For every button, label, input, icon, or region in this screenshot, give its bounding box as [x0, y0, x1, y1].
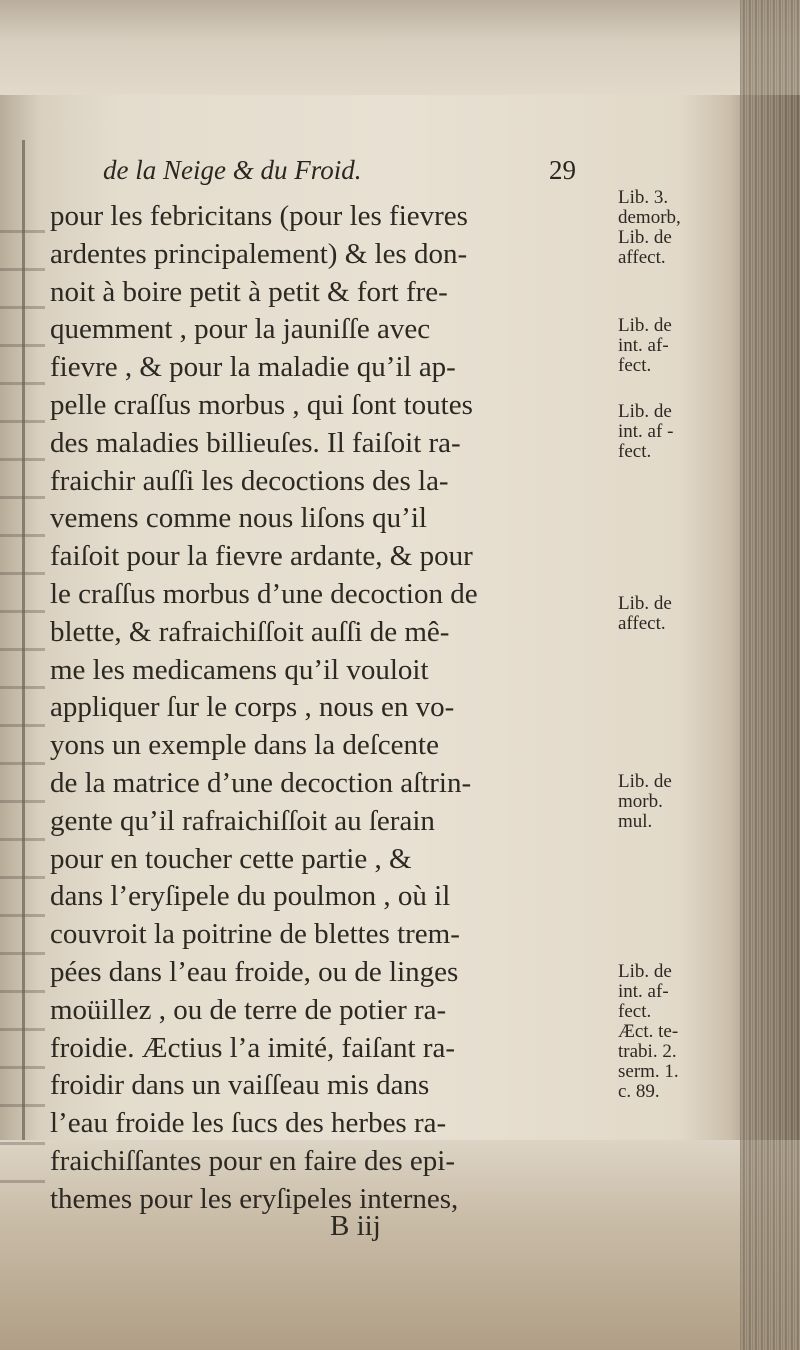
text-line: froidir dans un vaiſſeau mis dans [50, 1069, 430, 1102]
page-binding-line [22, 140, 25, 1140]
text-line: noit à boire petit à petit & fort fre- [50, 275, 448, 308]
text-line: fievre , & pour la maladie qu’il ap- [50, 351, 456, 384]
text-line: pour les febricitans (pour les fievres [50, 200, 468, 232]
text-line: froidie. Æctius l’a imité, faiſant ra- [50, 1031, 456, 1064]
text-line: moüillez , ou de terre de potier ra- [50, 993, 447, 1026]
text-line: fraichir auſſi les decoctions des la- [50, 464, 449, 497]
margin-note: Lib. 3. demorb, Lib. de affect. [618, 187, 681, 268]
text-line: me les medicamens qu’il vouloit [50, 653, 429, 686]
page-header [75, 155, 675, 195]
text-line: de la matrice d’une decoction aſtrin- [50, 766, 472, 799]
main-text-block [50, 198, 610, 1219]
text-line: des maladies billieuſes. Il faiſoit ra- [50, 426, 461, 459]
text-line: ardentes principalement) & les don- [50, 237, 468, 270]
text-line: pour en toucher cette partie , & [50, 842, 412, 875]
text-line: dans l’eryſipele du poulmon , où il [50, 880, 451, 913]
page-top-edge [0, 0, 800, 95]
margin-note: Lib. de int. af- fect. Æct. te- trabi. 2. serm. 1. c. 89. [618, 961, 679, 1102]
text-line: pées dans l’eau froide, ou de linges [50, 955, 459, 988]
running-head: de la Neige & du Froid. [103, 155, 362, 185]
text-line: le craſſus morbus d’une decoction de [50, 577, 478, 610]
text-line: blette, & rafraichiſſoit auſſi de mê- [50, 615, 450, 648]
text-line: gente qu’il rafraichiſſoit au ſerain [50, 804, 435, 837]
text-line: faiſoit pour la fievre ardante, & pour [50, 540, 473, 573]
margin-note: Lib. de int. af - fect. [618, 401, 674, 462]
signature-mark: B iij [330, 1210, 381, 1242]
text-line: vemens comme nous liſons qu’il [50, 502, 427, 535]
text-line: pelle craſſus morbus , qui ſont toutes [50, 388, 473, 421]
text-line: couvroit la poitrine de blettes trem- [50, 918, 460, 951]
book-fore-edge [740, 0, 800, 1350]
text-line: yons un exemple dans la deſcente [50, 729, 439, 762]
text-line: fraichiſſantes pour en faire des epi- [50, 1144, 456, 1177]
text-line: l’eau froide les ſucs des herbes ra- [50, 1107, 447, 1140]
text-line: quemment , pour la jauniſſe avec [50, 313, 431, 346]
text-line: appliquer ſur le corps , nous en vo- [50, 691, 455, 724]
margin-note: Lib. de int. af- fect. [618, 315, 672, 376]
text-line: themes pour les eryſipeles internes, [50, 1182, 459, 1215]
margin-note: Lib. de morb. mul. [618, 771, 672, 832]
page-number: 29 [549, 155, 576, 185]
margin-note: Lib. de affect. [618, 593, 672, 634]
